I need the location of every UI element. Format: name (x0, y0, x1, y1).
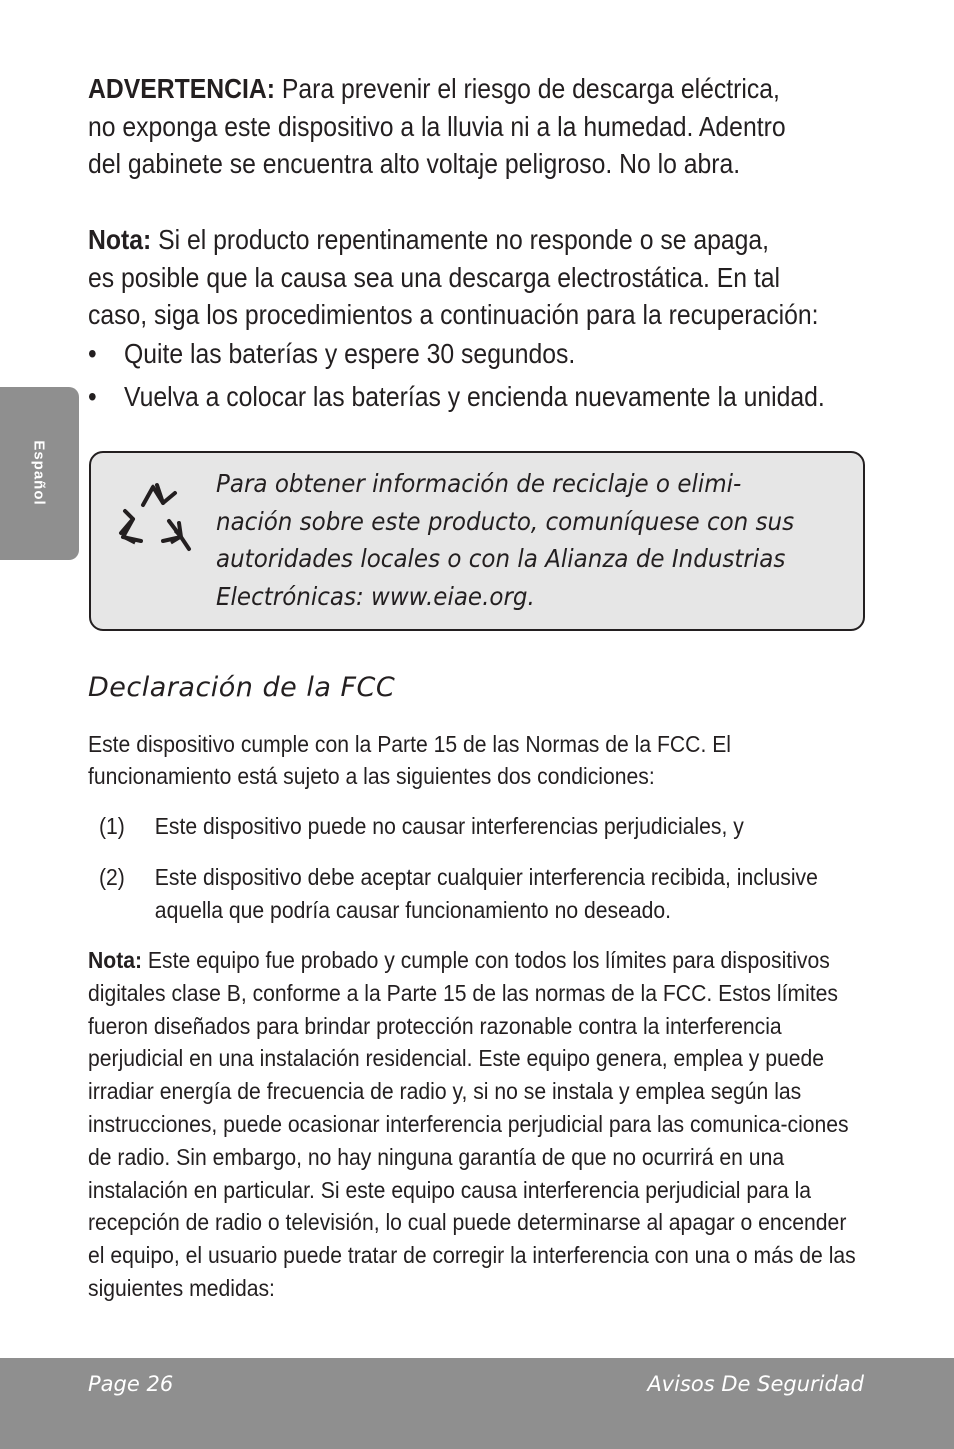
section-title: Avisos De Seguridad (647, 1372, 864, 1396)
recycling-line2: nación sobre este producto, comuníquese con sus (216, 506, 795, 536)
esd-note-paragraph (88, 221, 871, 334)
recycling-notice-box (89, 451, 865, 631)
language-tab-label: Español (30, 440, 48, 506)
recycling-line3: autoridades locales o con la Alianza de Industrias (216, 544, 786, 573)
condition-text: Este dispositivo debe aceptar cualquier interferencia recibida, inclusive aquella que podría causar funcionamiento no deseado. (154, 864, 818, 923)
bullet-dot: • (88, 338, 97, 369)
fcc-note-text: Este equipo fue probado y cumple con todos los límites para dispositivos digitales clase B, conforme a la Parte 15 de las normas de la FCC. Estos límites fueron diseñados para brindar protección razonable contra la interferencia perjudicial en una instalación residencial. Este equipo genera, emplea y puede irradiar energía de frecuencia de radio y, si no se instala y emplea según las instrucciones, puede ocasionar interferencia perjudicial para las comunica-ciones de radio. Sin embargo, no hay ninguna garantía de que no ocurrirá en una instalación en particular. Si este equipo causa interferencia perjudicial para la recepción de radio o televisión, lo cual puede determinarse al apagar o encender el equipo, el usuario puede tratar de corregir la interferencia con una o más de las siguientes medidas: (88, 947, 856, 1301)
list-item-text: Vuelva a colocar las baterías y encienda nuevamente la unidad. (124, 381, 825, 412)
fcc-condition-item (99, 810, 873, 850)
condition-number: (1) (99, 813, 125, 839)
fcc-note-label: Nota: (88, 947, 143, 973)
recovery-steps-list (88, 335, 871, 420)
bullet-dot: • (88, 381, 97, 412)
warning-text: Para prevenir el riesgo de descarga eléctrica, no exponga este dispositivo a la lluvia ni a la humedad. Adentro del gabinete se encuentra alto voltaje peligroso. No lo abra. (88, 73, 786, 179)
condition-number: (2) (99, 864, 125, 890)
list-item-text: Quite las baterías y espere 30 segundos. (124, 338, 576, 369)
fcc-condition-item (99, 861, 873, 931)
fcc-intro-paragraph: Este dispositivo cumple con la Parte 15 de las Normas de la FCC. El funcionamiento está sujeto a las siguientes dos condiciones: (88, 731, 732, 789)
list-item (88, 335, 871, 377)
fcc-section-heading: Declaración de la FCC (88, 672, 396, 703)
fcc-note-paragraph (88, 944, 867, 1305)
condition-text: Este dispositivo puede no causar interferencias perjudiciales, y (154, 813, 744, 839)
page-number: Page 26 (88, 1372, 174, 1396)
list-item (88, 378, 871, 420)
esd-note-line3: caso, siga los procedimientos a continuación para la recuperación: (88, 299, 819, 330)
recycle-icon (113, 475, 197, 559)
recycling-notice-text (216, 465, 842, 615)
language-tab (0, 387, 79, 560)
esd-note-line2: es posible que la causa sea una descarga electrostática. En tal (88, 261, 781, 293)
warning-label: ADVERTENCIA: (88, 73, 276, 104)
warning-paragraph (88, 70, 799, 183)
page-footer (0, 1358, 954, 1449)
esd-note-line1: Si el producto repentinamente no responde o se apaga, (151, 224, 770, 255)
recycling-line4: Electrónicas: www.eiae.org. (216, 581, 535, 611)
recycling-line1: Para obtener información de reciclaje o elimi- (216, 469, 742, 498)
esd-note-label: Nota: (88, 224, 152, 255)
